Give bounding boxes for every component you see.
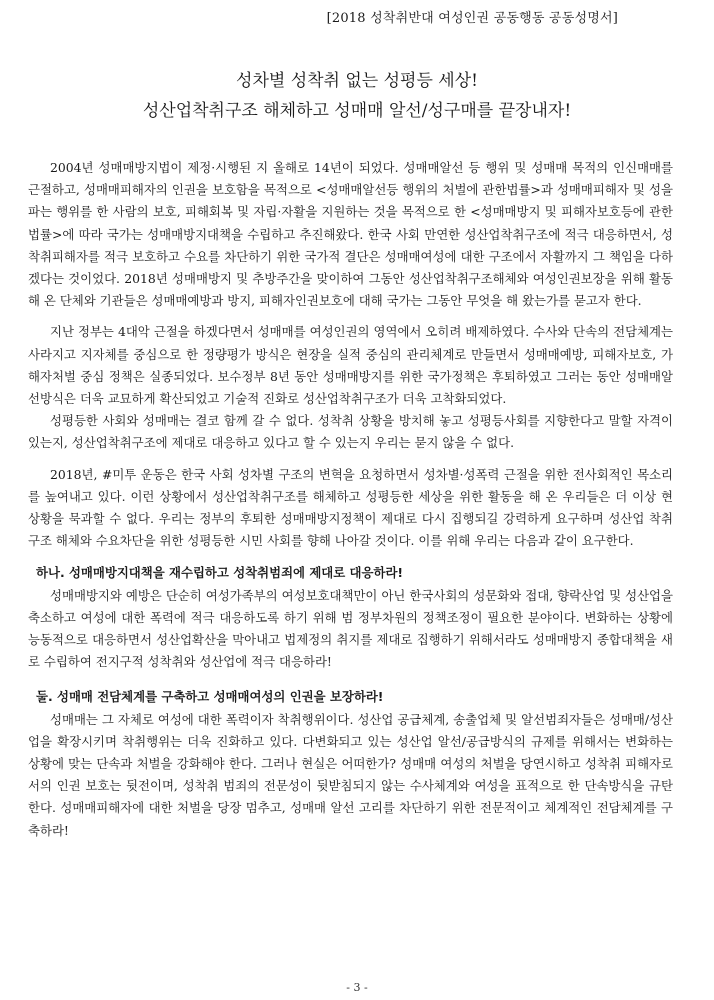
demand-heading-2: 둘. 성매매 전담체계를 구축하고 성매매여성의 인권을 보장하라! [36, 689, 384, 705]
demand-text-1: 성매매방지와 예방은 단순히 여성가족부의 여성보호대책만이 아닌 한국사회의 성문화와 접대, 향락산업 및 성산업을 축소하고 여성에 대한 폭력에 적극 대응하도록 하기 위해 범 정부차원의 정책조정이 필요한 분야이다. 변화하는 상황에 능동적으로 대응하면서 성산업확산을 막아내고 법제정의 취지를 제대로 집행하기 위해서라도 성매매방지 종합대책을 새로 수립하여 전지구적 성착취와 성산업에 적극 대응하라! [28, 587, 673, 670]
document-body [28, 157, 673, 842]
paragraph-previous-government: 지난 정부는 4대악 근절을 하겠다면서 성매매를 여성인권의 영역에서 오히려 배제하였다. 수사와 단속의 전담체계는 사라지고 지자체를 중심으로 한 정량평가 방식은 현장을 실적 중심의 관리체계로 만들면서 성매매예방, 피해자보호, 가해자처벌 중심 정책은 실종되었다. 보수정부 8년 동안 성매매방지를 위한 국가정책은 후퇴하였고 그러는 동안 성매매알선방식은 더욱 교묘하게 확산되었고 기술적 진화로 성산업착취구조가 더욱 고착화되었다. [28, 324, 673, 407]
paragraph-intro: 2004년 성매매방지법이 제정·시행된 지 올해로 14년이 되었다. 성매매알선 등 행위 및 성매매 목적의 인신매매를 근절하고, 성매매피해자의 인권을 보호함을 목적으로 <성매매알선등 행위의 처벌에 관한법률>과 성매매피해자 및 성을 파는 행위를 한 사람의 보호, 피해회복 및 자립·자활을 지원하는 것을 목적으로 한 <성매매방지 및 피해자보호등에 관한법률>에 따라 국가는 성매매방지대책을 수립하고 추진해왔다. 한국 사회 만연한 성산업착취구조에 적극 대응하면서, 성착취피해자를 적극 보호하고 수요를 차단하기 위한 국가적 결단은 성매매여성에 대한 구조에서 자활까지 그 책임을 다하겠다는 것이었다. 2018년 성매매방지 및 추방주간을 맞이하여 그동안 성산업착취구조해체와 여성인권보장을 위해 활동해 온 단체와 기관들은 성매매예방과 방지, 피해자인권보호에 대해 국가는 그동안 무엇을 해 왔는가를 묻고자 한다. [28, 160, 673, 309]
statement-title [0, 66, 714, 126]
title-line-1: 성차별 성착취 없는 성평등 세상! [236, 71, 478, 91]
paragraph-metoo: 2018년, #미투 운동은 한국 사회 성차별 구조의 변혁을 요청하면서 성차별·성폭력 근절을 위한 전사회적인 목소리를 높여내고 있다. 이런 상황에서 성산업착취구조를 해체하고 성평등한 세상을 위한 활동을 해 온 우리들은 더 이상 현 상황을 묵과할 수 없다. 우리는 정부의 후퇴한 성매매방지정책이 제대로 다시 집행되길 강력하게 요구하며 성산업 착취구조 해체와 수요차단을 위한 성평등한 시민 사회를 향해 나아갈 것이다. 이를 위해 우리는 다음과 같이 요구한다. [28, 466, 673, 549]
title-line-2: 성산업착취구조 해체하고 성매매 알선/성구매를 끝장내자! [142, 101, 572, 121]
paragraph-gender-equality: 성평등한 사회와 성매매는 결코 함께 갈 수 없다. 성착취 상황을 방치해 놓고 성평등사회를 지향한다고 말할 자격이 있는지, 성산업착취구조에 제대로 대응하고 있다고 할 수 있는지 우리는 묻지 않을 수 없다. [28, 413, 673, 451]
demand-heading-1: 하나. 성매매방지대책을 재수립하고 성착취범죄에 제대로 대응하라! [36, 565, 404, 581]
page-number: - 3 - [346, 981, 368, 994]
demand-text-2: 성매매는 그 자체로 여성에 대한 폭력이자 착취행위이다. 성산업 공급체계, 송출업체 및 알선범죄자들은 성매매/성산업을 확장시키며 착취행위는 더욱 진화하고 있다. 다변화되고 있는 성산업 알선/공급방식의 규제를 위해서는 변화하는 상황에 맞는 단속과 처벌을 강화해야 한다. 그러나 현실은 어떠한가? 성매매 여성의 처벌을 당연시하고 성착취 피해자로서의 인권 보호는 뒷전이며, 성착취 범죄의 전문성이 뒷받침되지 않는 수사체계와 여성을 표적으로 한 단속방식을 규탄한다. 성매매피해자에 대한 처벌을 당장 멈추고, 성매매 알선 고리를 차단하기 위한 전문적이고 체계적인 전담체계를 구축하라! [28, 711, 673, 838]
document-header-tag: [2018 성착취반대 여성인권 공동행동 공동성명서] [326, 11, 618, 26]
